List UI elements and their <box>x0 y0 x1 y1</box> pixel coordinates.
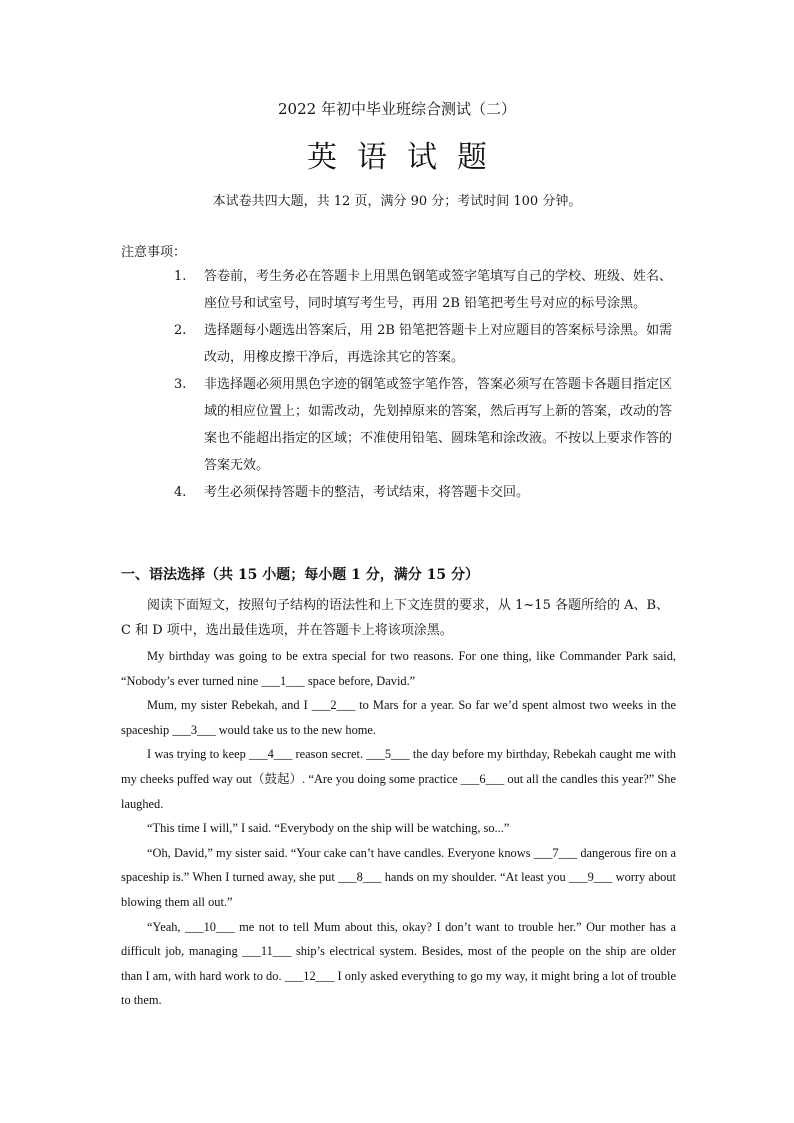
note-number: 4. <box>174 485 187 500</box>
section-heading: 一、语法选择（共 15 小题；每小题 1 分，满分 15 分） <box>121 567 479 583</box>
exam-subject: 英语试题 <box>307 140 507 175</box>
note-item <box>174 479 684 506</box>
note-text: 考生必须保持答题卡的整洁，考试结束，将答题卡交回。 <box>204 485 530 500</box>
note-text: 非选择题必须用黑色字迹的钢笔或签字笔作答，答案必须写在答题卡各题目指定区域的相应位置上；如需改动，先划掉原来的答案，然后再写上新的答案，改动的答案也不能超出指定的区域；不准使用铅笔、圆珠笔和涂改液。不按以上要求作答的答案无效。 <box>204 377 673 473</box>
passage-paragraph: “Oh, David,” my sister said. “Your cake can’t have candles. Everyone knows ___7___ dangerous fire on a spaceship is.” When I turned away, she put ___8___ hands on my shoulder. “At least you ___9___ worry about blowing them all out.” <box>121 845 676 909</box>
note-item <box>174 371 684 479</box>
note-item <box>174 263 684 317</box>
section-instructions: 阅读下面短文，按照句子结构的语法性和上下文连贯的要求，从 1~15 各题所给的 A、B、C 和 D 项中，选出最佳选项，并在答题卡上将该项涂黑。 <box>121 598 670 638</box>
exam-title: 2022 年初中毕业班综合测试（二） <box>278 100 516 118</box>
note-number: 3. <box>174 377 187 392</box>
passage-paragraph: “This time I will,” I said. “Everybody on the ship will be watching, so...” <box>147 821 510 836</box>
exam-info: 本试卷共四大题，共 12 页，满分 90 分；考试时间 100 分钟。 <box>212 194 582 209</box>
passage-paragraph: Mum, my sister Rebekah, and I ___2___ to Mars for a year. So far we’d spent almost two weeks in the spaceship ___3___ would take us to the new home. <box>121 698 676 737</box>
note-text: 答卷前，考生务必在答题卡上用黑色钢笔或签字笔填写自己的学校、班级、姓名、座位号和试室号，同时填写考生号，再用 2B 铅笔把考生号对应的标号涂黑。 <box>204 269 673 311</box>
note-number: 2. <box>174 323 187 338</box>
passage-paragraph: “Yeah, ___10___ me not to tell Mum about this, okay? I don’t want to trouble her.” Our mother has a difficult job, managing ___11___ ship’s electrical system. Besides, most of the people on the ship are older than I am, with hard work to do. ___12___ I only asked everything to go my way, it might bring a lot of trouble to them. <box>121 919 676 1008</box>
notes-label: 注意事项： <box>121 245 187 260</box>
note-number: 1. <box>174 269 187 284</box>
notes-list <box>174 263 684 506</box>
passage-paragraph: I was trying to keep ___4___ reason secret. ___5___ the day before my birthday, Rebekah caught me with my cheeks puffed way out（鼓起）. “Are you doing some practice ___6___ out all the candles this year?” She laughed. <box>121 747 676 811</box>
note-text: 选择题每小题选出答案后，用 2B 铅笔把答题卡上对应题目的答案标号涂黑。如需改动，用橡皮擦干净后，再选涂其它的答案。 <box>204 323 673 365</box>
note-item <box>174 317 684 371</box>
passage-paragraph: My birthday was going to be extra special for two reasons. For one thing, like Commander Park said, “Nobody’s ever turned nine ___1___ space before, David.” <box>121 649 676 688</box>
reading-passage <box>121 644 676 1013</box>
